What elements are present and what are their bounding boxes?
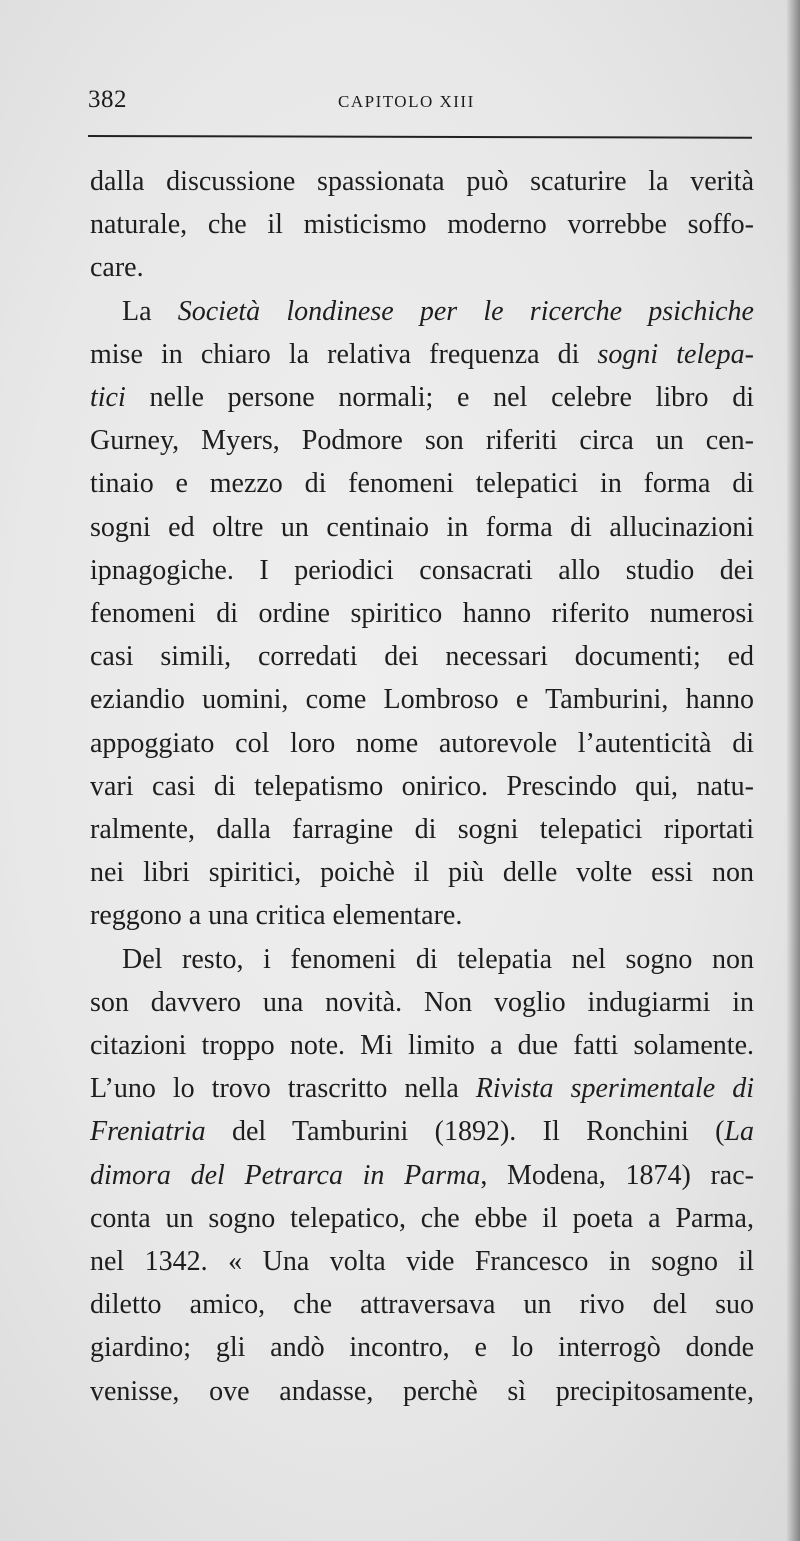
text-run: fenomeni di ordine spiritico hanno riferito numerosi: [90, 598, 754, 630]
text-line: [90, 808, 754, 851]
italic-text: Rivista sperimentale di: [475, 1073, 755, 1105]
italic-text: tici: [90, 382, 126, 414]
text-run: care.: [90, 252, 144, 284]
text-run: eziandio uomini, come Lombroso e Tamburini, hanno: [90, 684, 754, 716]
text-run: reggono a una critica elementare.: [90, 900, 463, 932]
text-line: [90, 765, 754, 808]
text-run: citazioni troppo note. Mi limito a due fatti solamente.: [90, 1030, 754, 1062]
text-run: L’uno lo trovo trascritto nella: [90, 1073, 476, 1105]
text-run: venisse, ove andasse, perchè sì precipitosamente,: [90, 1375, 754, 1407]
text-run: son davvero una novità. Non voglio indugiarmi in: [90, 986, 754, 1018]
text-line: [90, 678, 754, 721]
text-line: [90, 203, 754, 246]
text-line: [90, 462, 754, 505]
text-run: appoggiato col loro nome autorevole l’autenticità di: [90, 727, 754, 759]
body-text: [90, 160, 754, 1413]
text-run: conta un sogno telepatico, che ebbe il poeta a Parma,: [90, 1202, 754, 1234]
text-run: ipnagogiche. I periodici consacrati allo studio dei: [90, 554, 754, 586]
page-edge-shadow: [786, 0, 800, 1541]
text-line: [90, 1370, 754, 1413]
text-line: [90, 419, 754, 462]
italic-text: dimora del Petrarca in Parma: [90, 1159, 481, 1191]
text-line: [90, 722, 754, 765]
text-line: [90, 894, 754, 937]
text-line: [90, 376, 754, 419]
text-run: nel 1342. « Una volta vide Francesco in sogno il: [90, 1246, 754, 1278]
text-run: nelle persone normali; e nel celebre libro di: [125, 382, 754, 414]
text-line: [90, 246, 754, 289]
text-line: [90, 1326, 754, 1369]
text-line: [90, 1283, 754, 1326]
text-run: diletto amico, che attraversava un rivo del suo: [90, 1289, 754, 1321]
text-run: dalla discussione spassionata può scaturire la verità: [90, 166, 754, 197]
text-run: La: [122, 295, 178, 327]
italic-text: Freniatria: [90, 1116, 206, 1148]
text-line: [90, 981, 754, 1024]
text-run: naturale, che il misticismo moderno vorrebbe soffo-: [90, 209, 754, 241]
text-run: del Tamburini (1892). Il Ronchini (: [205, 1116, 725, 1148]
text-line: [90, 1240, 754, 1283]
text-run: nei libri spiritici, poichè il più delle volte essi non: [90, 857, 754, 889]
header-rule: [88, 135, 752, 139]
text-line: [90, 635, 754, 678]
text-run: , Modena, 1874) rac-: [480, 1159, 754, 1191]
text-run: tinaio e mezzo di fenomeni telepatici in forma di: [90, 468, 754, 500]
text-run: mise in chiaro la relativa frequenza di: [90, 338, 598, 370]
text-line: [90, 1067, 754, 1110]
text-run: vari casi di telepatismo onirico. Prescindo qui, natu-: [90, 770, 754, 802]
text-run: giardino; gli andò incontro, e lo interrogò donde: [90, 1332, 754, 1364]
text-line: [90, 549, 754, 592]
text-line: [90, 592, 754, 635]
text-line: [90, 1110, 754, 1153]
text-line: [90, 1154, 754, 1197]
text-line: [90, 1024, 754, 1067]
text-line: [90, 160, 754, 203]
text-line: [90, 851, 754, 894]
text-run: casi simili, corredati dei necessari documenti; ed: [90, 641, 754, 673]
text-run: Gurney, Myers, Podmore son riferiti circa un cen-: [90, 425, 754, 457]
running-head: CAPITOLO XIII: [338, 92, 475, 111]
text-line: [90, 1197, 754, 1240]
text-run: sogni ed oltre un centinaio in forma di allucinazioni: [90, 511, 754, 543]
text-line: [90, 333, 754, 376]
text-line: [90, 938, 754, 981]
text-line: [90, 506, 754, 549]
page-header: [88, 82, 752, 122]
text-run: Del resto, i fenomeni di telepatia nel sogno non: [122, 943, 754, 975]
text-line: [90, 290, 754, 333]
text-run: ralmente, dalla farragine di sogni telepatici riportati: [90, 814, 754, 846]
page-number: 382: [88, 86, 127, 113]
italic-text: La: [724, 1116, 754, 1148]
italic-text: Società londinese per le ricerche psichiche: [177, 295, 754, 327]
italic-text: sogni telepa-: [597, 338, 754, 370]
